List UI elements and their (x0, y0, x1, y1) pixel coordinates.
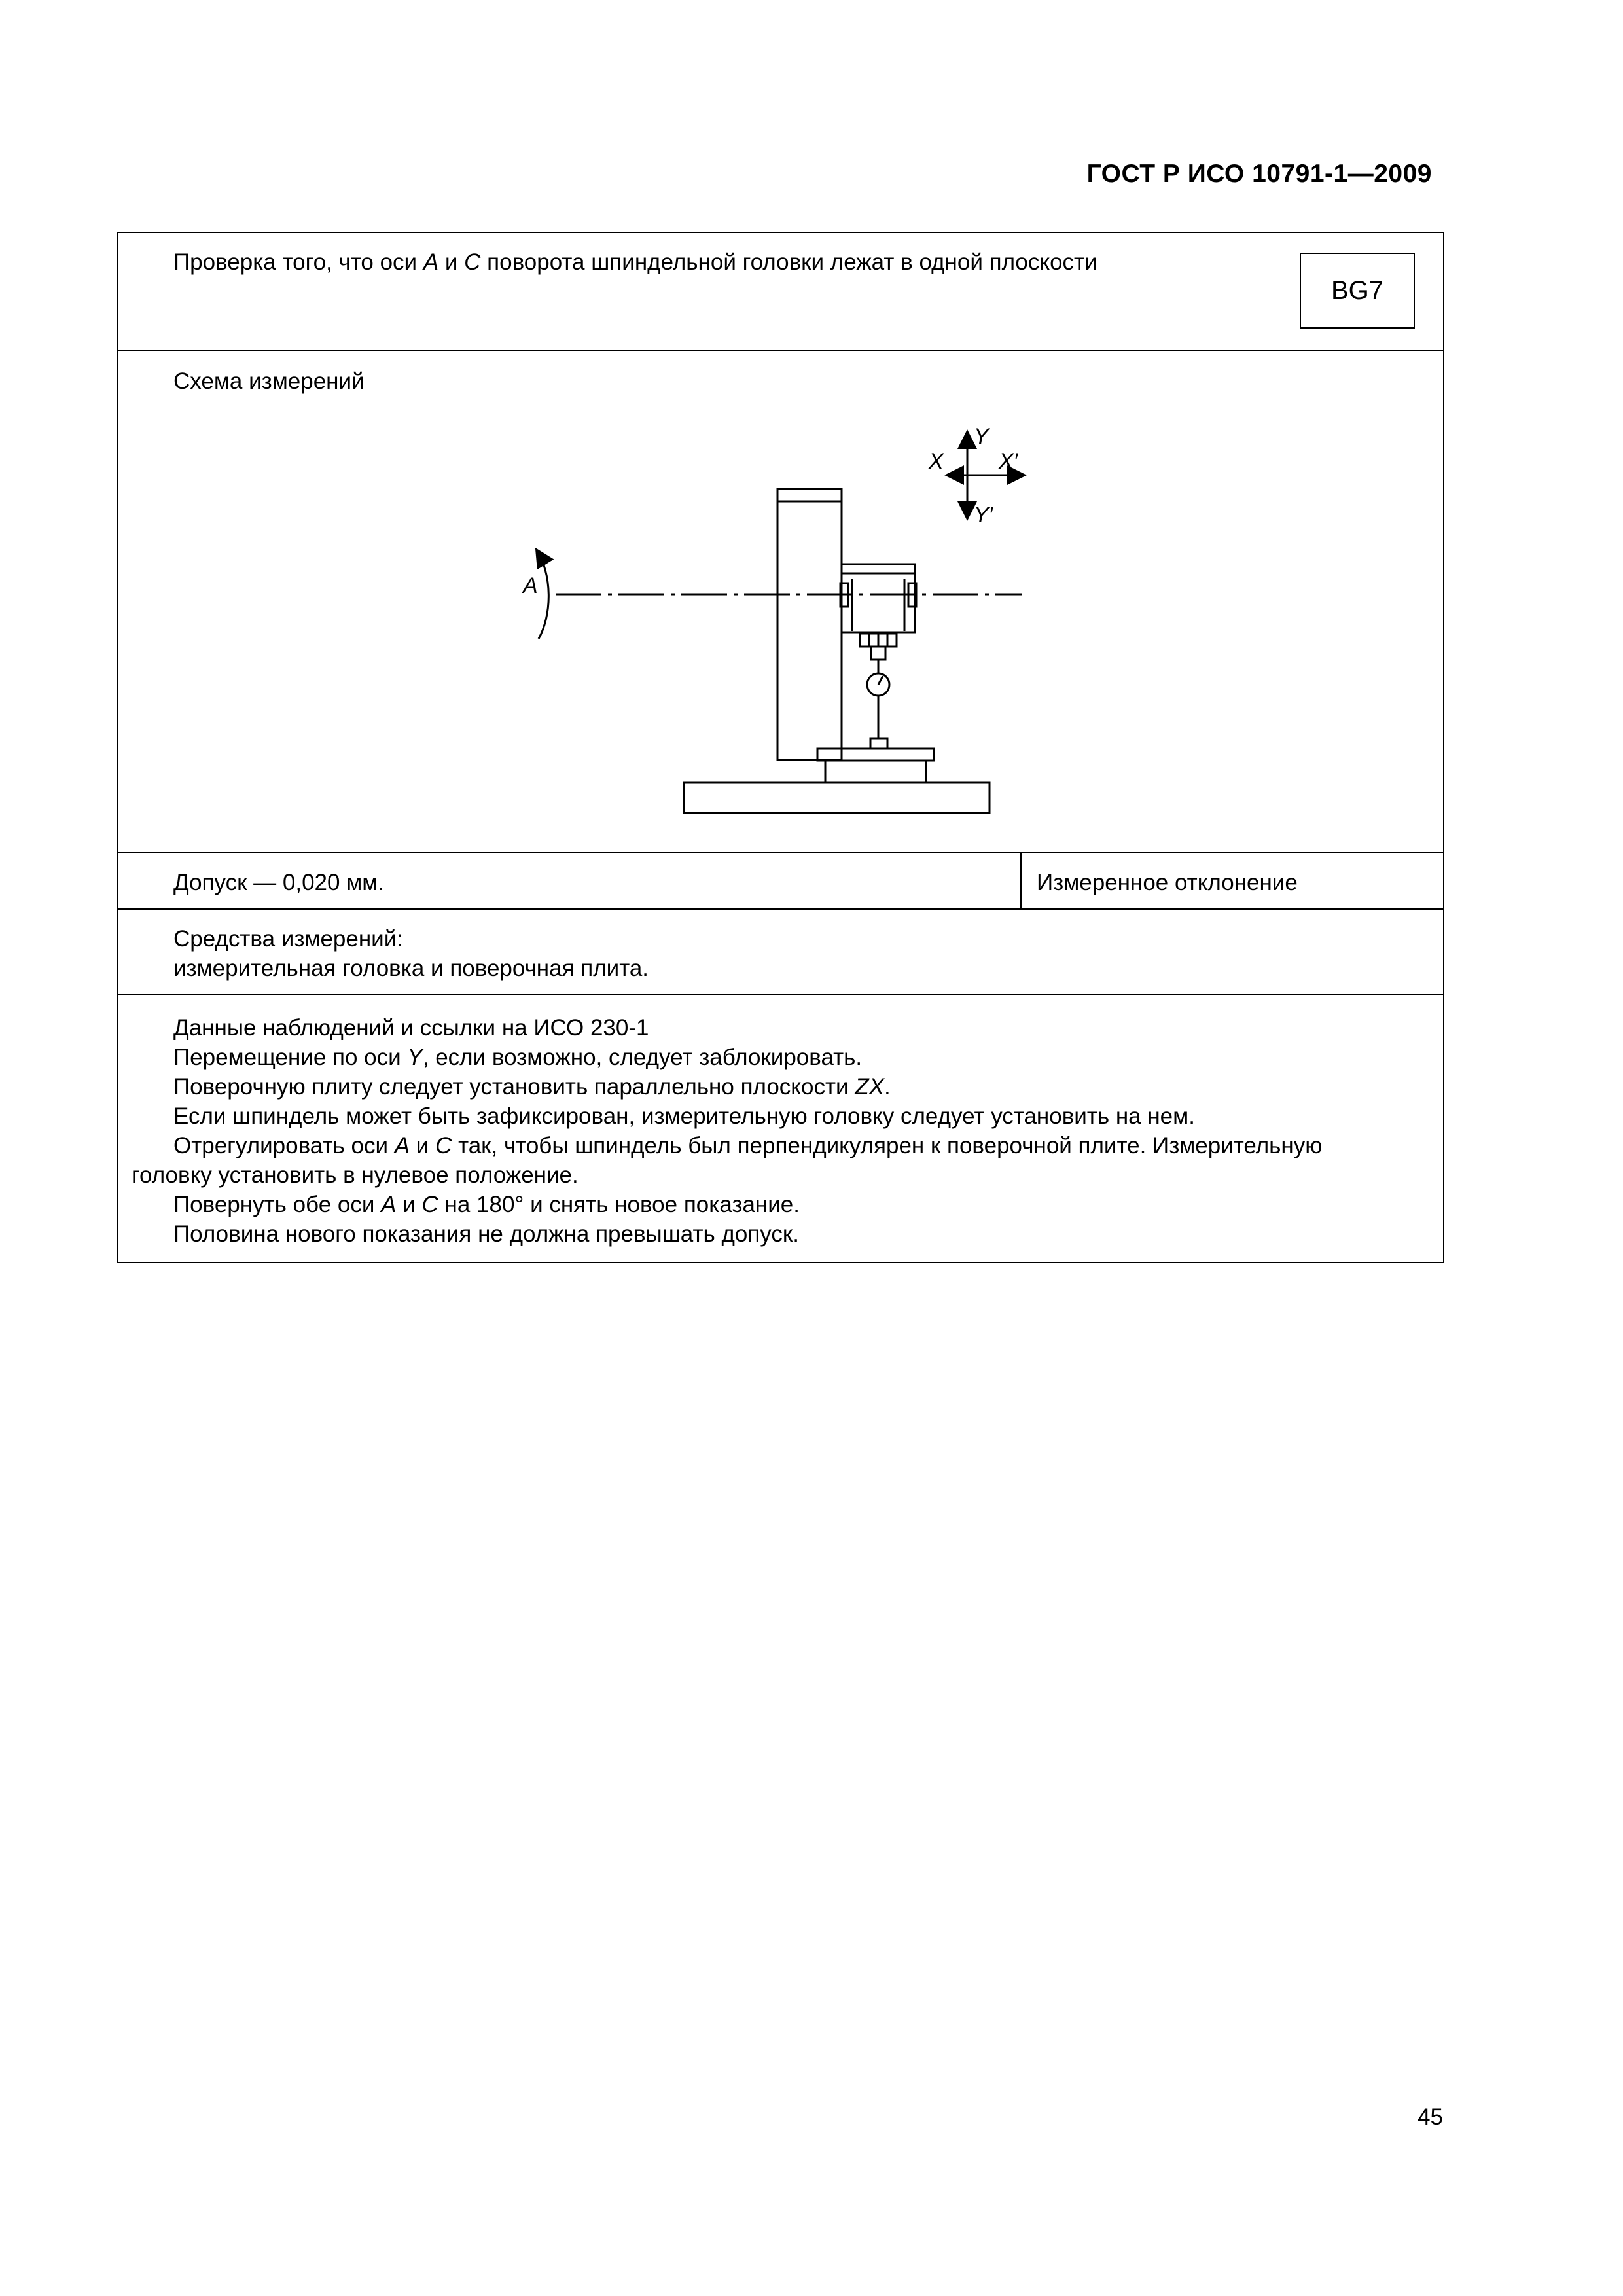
observation-line: Отрегулировать оси A и C так, чтобы шпиндель был перпендикулярен к поверочной плите. Измерительную (173, 1133, 1323, 1158)
tolerance-row (118, 852, 1443, 908)
machine-column (777, 489, 842, 760)
observation-line: Половина нового показания не должна превышать допуск. (173, 1221, 799, 1247)
axis-cross (928, 424, 1023, 528)
page-number: 45 (1418, 2104, 1443, 2130)
title-row (118, 233, 1443, 350)
axis-label-y: Y (974, 424, 989, 449)
observation-line: Перемещение по оси Y, если возможно, следует заблокировать. (173, 1045, 863, 1070)
observation-line: Повернуть обе оси A и C на 180° и снять новое показание. (173, 1192, 800, 1217)
observations-text (132, 1013, 1434, 1249)
diagram-row (118, 350, 1443, 852)
check-code-badge: BG7 (1300, 253, 1415, 329)
axis-label-y-prime: Y′ (974, 503, 993, 528)
tolerance-divider (1020, 853, 1022, 908)
check-title: Проверка того, что оси A и C поворота шпиндельной головки лежат в одной плоскости (173, 249, 1097, 275)
diagram-label: Схема измерений (173, 368, 365, 394)
rotation-arc-a (522, 551, 548, 639)
axis-label-x-prime: X′ (999, 449, 1018, 474)
observation-line: Поверочную плиту следует установить параллельно плоскости ZX. (173, 1074, 891, 1100)
axis-label-x: X (929, 449, 944, 474)
plate-support (825, 761, 926, 783)
rotation-arrow (537, 551, 548, 639)
document-code: ГОСТ Р ИСО 10791-1—2009 (1086, 160, 1432, 188)
instruments-list: измерительная головка и поверочная плита. (173, 956, 649, 981)
observations-row (118, 994, 1443, 1263)
observations-heading: Данные наблюдений и ссылки на ИСО 230-1 (173, 1015, 649, 1041)
measured-deviation-label: Измеренное отклонение (1037, 870, 1298, 895)
observation-line: Если шпиндель может быть зафиксирован, измерительную головку следует установить на нем. (173, 1103, 1195, 1129)
surface-plate (817, 749, 934, 761)
machine-base (684, 783, 990, 813)
axis-label-a: A (523, 573, 538, 598)
instruments-heading: Средства измерений: (173, 926, 403, 952)
tolerance-text: Допуск — 0,020 мм. (173, 870, 385, 895)
dial-indicator (867, 660, 889, 749)
spindle-tip (871, 647, 885, 660)
indicator-tip (870, 738, 887, 749)
spindle-head (840, 564, 916, 660)
check-table (117, 232, 1444, 1263)
measurement-diagram (118, 351, 1443, 853)
instruments-row (118, 908, 1443, 994)
observation-line-continued: головку установить в нулевое положение. (132, 1162, 579, 1188)
